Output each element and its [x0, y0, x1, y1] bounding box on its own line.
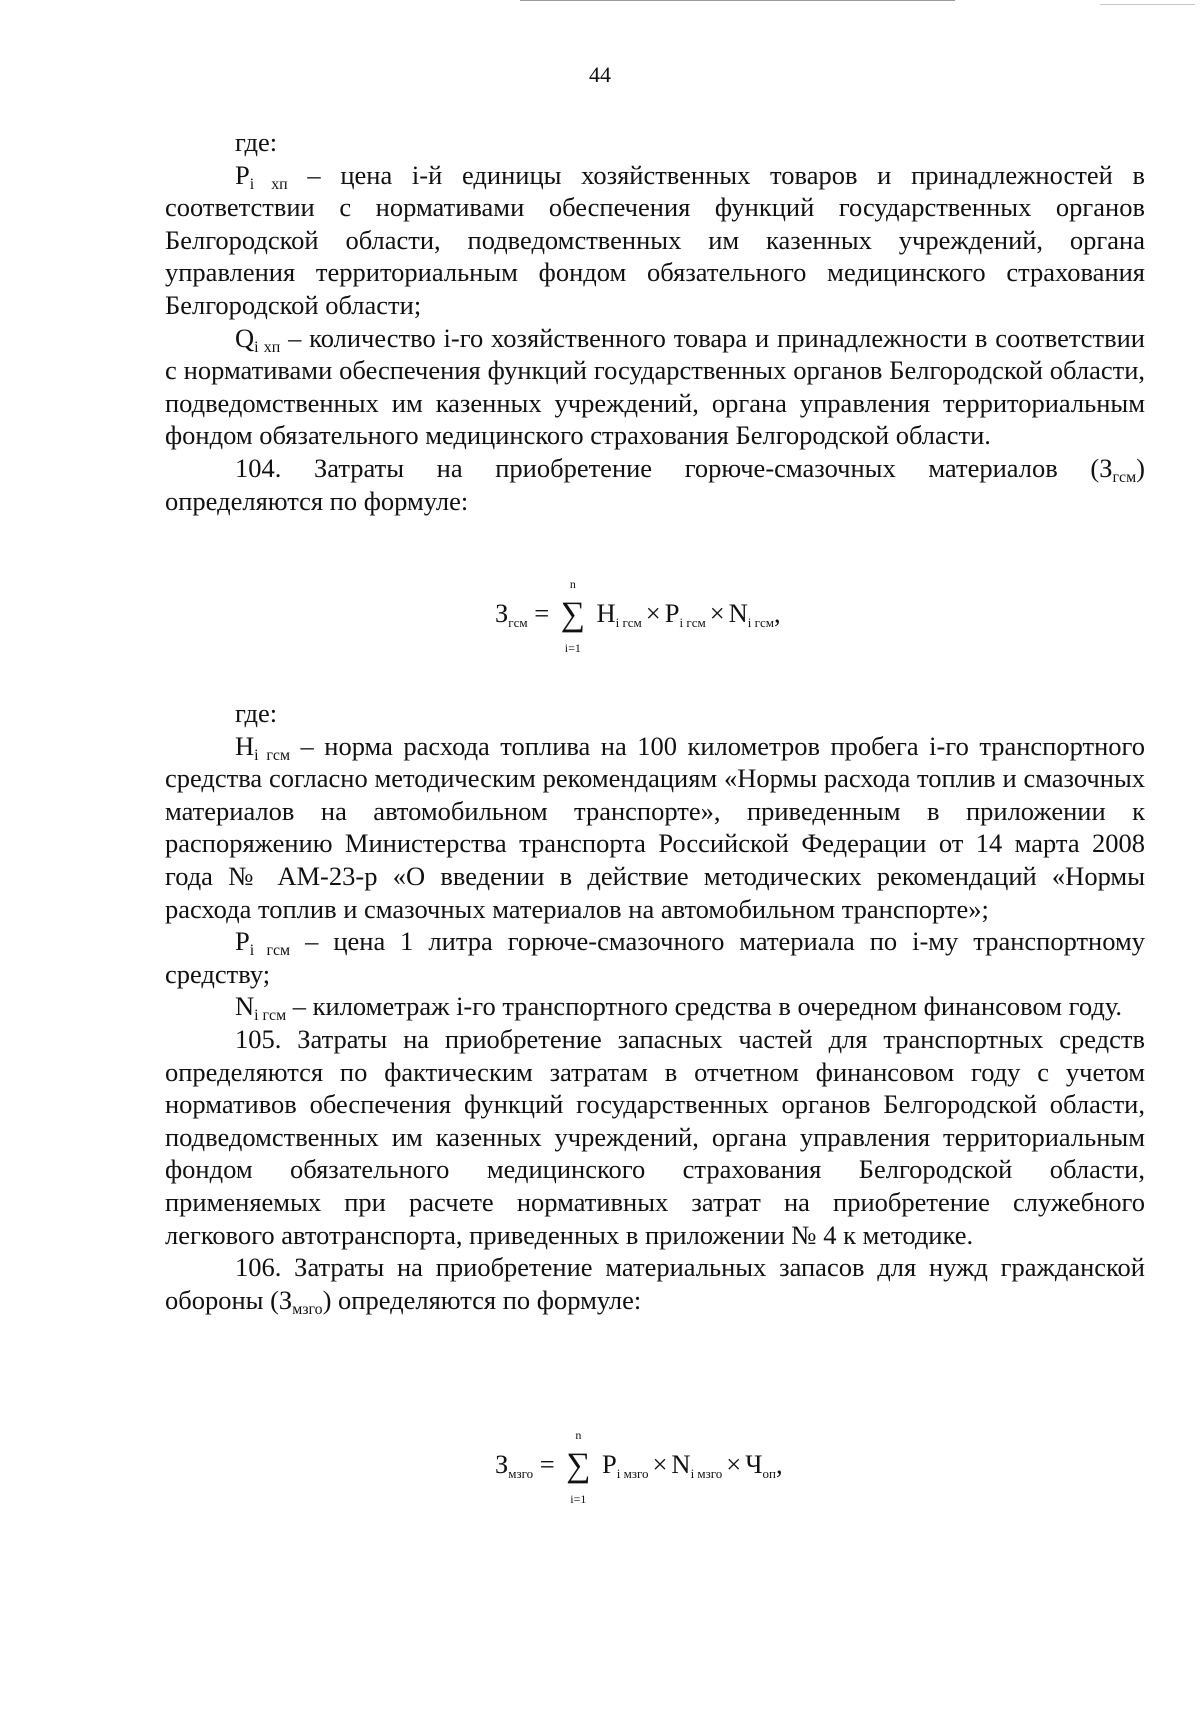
formula-civil-defense-costs: Змзго = n ∑ i=1 Pi мзго × Ni мзго × Чоп,: [495, 1427, 783, 1506]
definition-h-gsm: $Н_{i гсм}$ – норма расхода топлива на 100 километров пробега i-го транспортного средства согласно методическим рекомендациям «Нормы расхода топлив и смазочных материалов на автомобильном транспорте», приведенным в приложении к распоряжению Министерства транспорта Российской Федерации от 14 марта 2008 года № АМ-23-р «О введении в действие методических рекомендаций «Нормы расхода топлив и смазочных материалов на автомобильном транспорте»;: [165, 730, 1145, 924]
where-label: где:: [235, 127, 278, 157]
text-middle: [165, 697, 1145, 1316]
sum-sign-2: n ∑ i=1: [566, 1427, 591, 1506]
sum-sign: n ∑ i=1: [560, 576, 585, 655]
paragraph-104: 104. Затраты на приобретение горюче-смазочных материалов $(З_{гсм})$ определяются по формуле:: [165, 452, 1145, 516]
scan-top-line: [520, 0, 955, 1]
scan-edge-mark: [1100, 4, 1195, 5]
definition-n-gsm: $N_{i гсм}$ – километраж i-го транспортного средства в очередном финансовом году.: [235, 991, 1123, 1025]
paragraph-106: 106. Затраты на приобретение материальных запасов для нужд гражданской обороны $(З_{мзго})$ определяются по формуле:: [165, 1252, 1145, 1318]
definition-p-gsm: $P_{i гсм}$ – цена 1 литра горюче-смазочного материала по i-му транспортному средству;: [165, 926, 1146, 989]
where-label-2: где:: [235, 698, 278, 728]
formula-fuel-costs: Згсм = n ∑ i=1 Нi гсм × Pi гсм × Ni гсм,: [495, 576, 781, 655]
page-number: 44: [589, 62, 611, 87]
definition-q-xp: $Q_{i хп}$ – количество i-го хозяйственного товара и принадлежности в соответствии с нормативами обеспечения функций государственных органов Белгородской области, подведомственных им казенных учреждений, органа управления территориальным фондом обязательного медицинского страхования Белгородской области.: [165, 322, 1145, 451]
paragraph-105: 105. Затраты на приобретение запасных частей для транспортных средств определяются по фактическим затратам в отчетном финансовом году с учетом нормативов обеспечения функций государственных органов Белгородской области, подведомственных им казенных учреждений, органа управления территориальным фондом обязательного медицинского страхования Белгородской области, применяемых при расчете нормативных затрат на приобретение служебного легкового автотранспорта, приведенных в приложении № 4 к методике.: [165, 1023, 1145, 1250]
text-upper: [165, 126, 1145, 517]
definition-p-xp: $P_{i хп}$ – цена i-й единицы хозяйственных товаров и принадлежностей в соответствии с нормативами обеспечения функций государственных органов Белгородской области, подведомственных им казенных учреждений, органа управления территориальным фондом обязательного медицинского страхования Белгородской области;: [165, 159, 1145, 320]
